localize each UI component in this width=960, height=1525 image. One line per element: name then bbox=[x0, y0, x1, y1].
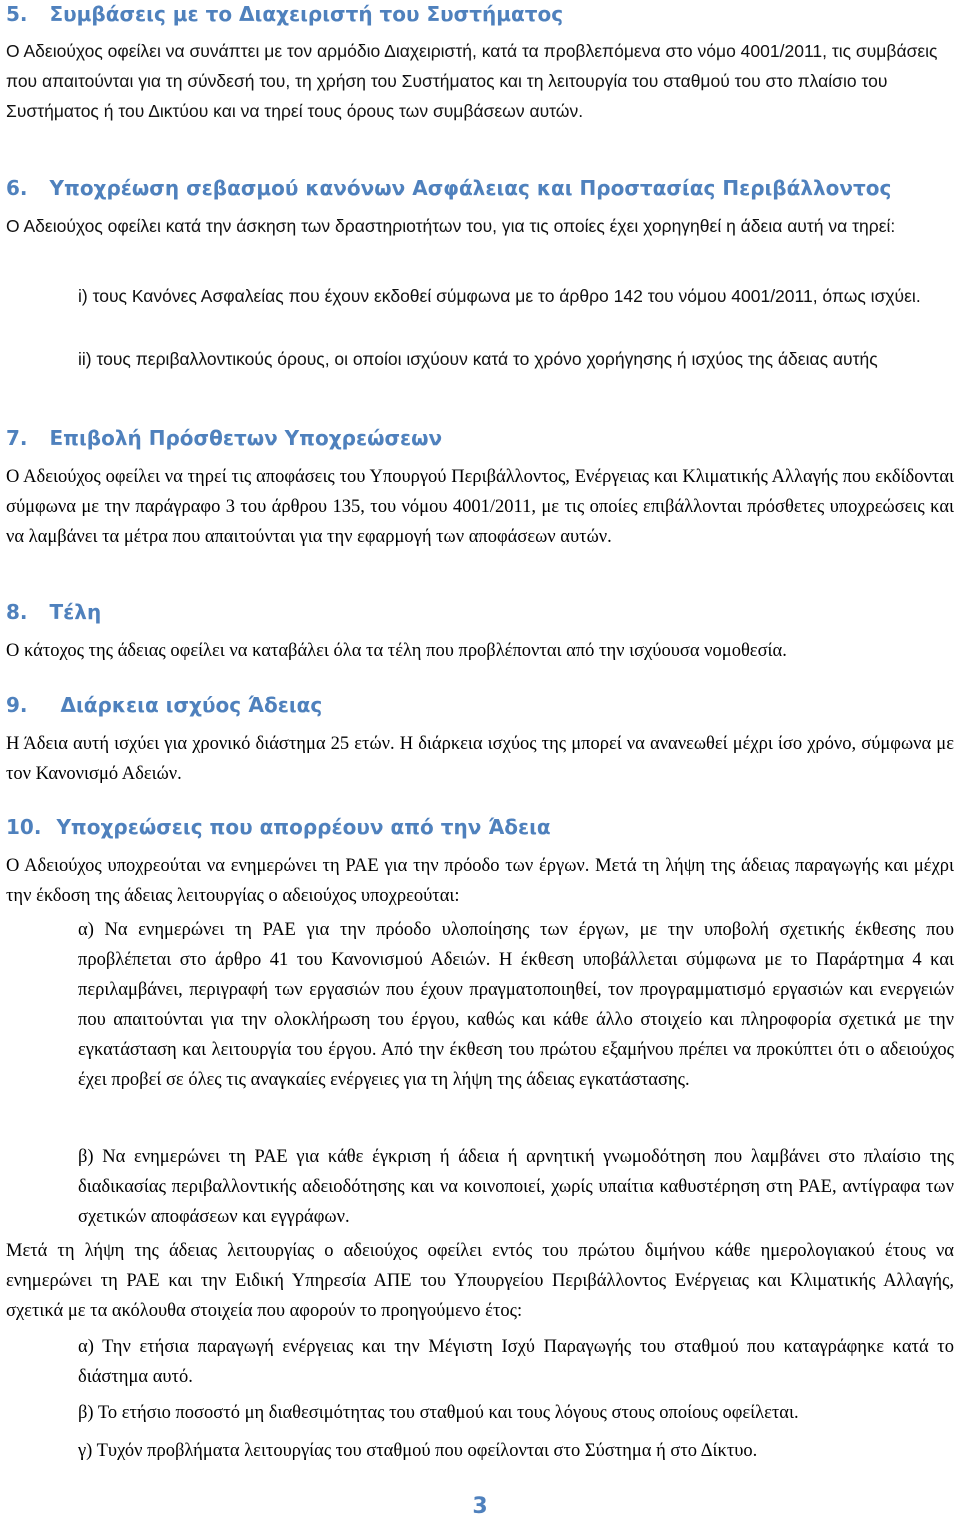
section-10-item-a: α) Να ενημερώνει τη ΡΑΕ για την πρόοδο υλοποίησης των έργων, με την υποβολή σχετικής έκθεσης που προβλέπεται στο άρθρο 41 του Κανονισμού Αδειών. Η έκθεση υποβάλλεται σύμφωνα με το Παράρτημα 4 και περιλαμβάνει, περιγραφή των εργασιών που έχουν πραγματοποιηθεί, τον προγραμματισμό εργασιών και ενεργειών που απαιτούνται για την ολοκλήρωση του έργου, καθώς και κάθε άλλο στοιχείο και πληροφορία σχετικά με την εγκατάσταση και λειτουργία του έργου. Από την έκθεση του πρώτου εξαμήνου πρέπει να προκύπτει ότι ο αδειούχος έχει προβεί σε όλες τις αναγκαίες ενέργειες για τη λήψη της άδειας εγκατάστασης. bbox=[78, 920, 954, 1090]
section-10-body: Ο Αδειούχος υποχρεούται να ενημερώνει τη ΡΑΕ για την πρόοδο των έργων. Μετά τη λήψη της άδειας παραγωγής και μέχρι την έκδοση της άδειας λειτουργίας ο αδειούχος υποχρεούται: bbox=[6, 856, 954, 906]
section-6-body: Ο Αδειούχος οφείλει κατά την άσκηση των δραστηριοτήτων του, για τις οποίες έχει χορηγηθεί η άδεια αυτή να τηρεί: bbox=[6, 216, 896, 236]
section-9-title: Διάρκεια ισχύος Άδειας bbox=[60, 693, 323, 717]
section-6-item-i: i) τους Κανόνες Ασφαλείας που έχουν εκδοθεί σύμφωνα με το άρθρο 142 του νόμου 4001/2011, όπως ισχύει. bbox=[78, 286, 921, 306]
section-7-body: Ο Αδειούχος οφείλει να τηρεί τις αποφάσεις του Υπουργού Περιβάλλοντος, Ενέργειας και Κλιματικής Αλλαγής που εκδίδονται σύμφωνα με την παράγραφο 3 του άρθρου 135, του νόμου 4001/2011, με τις οποίες επιβάλλονται πρόσθετες υποχρεώσεις και να λαμβάνει τα μέτρα που απαιτούνται για την εφαρμογή των αποφάσεων αυτών. bbox=[6, 467, 954, 547]
section-5-heading bbox=[6, 2, 563, 26]
section-9-heading bbox=[6, 693, 322, 717]
section-5-number: 5. bbox=[6, 2, 28, 26]
section-10-item2-c: γ) Τυχόν προβλήματα λειτουργίας του σταθμού που οφείλονται στο Σύστημα ή στο Δίκτυο. bbox=[78, 1441, 758, 1461]
section-8-number: 8. bbox=[6, 600, 28, 624]
section-5-body: Ο Αδειούχος οφείλει να συνάπτει με τον αρμόδιο Διαχειριστή, κατά τα προβλεπόμενα στο νόμο 4001/2011, τις συμβάσεις που απαιτούνται για τη σύνδεσή του, τη χρήση του Συστήματος και τη λειτουργία του σταθμού του στο πλαίσιο του Συστήματος ή του Δικτύου και να τηρεί τους όρους των συμβάσεων αυτών. bbox=[6, 41, 938, 121]
section-5-title: Συμβάσεις με το Διαχειριστή του Συστήματος bbox=[49, 2, 564, 26]
section-9-number: 9. bbox=[6, 693, 28, 717]
section-10-item2-a: α) Την ετήσια παραγωγή ενέργειας και την Μέγιστη Ισχύ Παραγωγής του σταθμού που καταγράφηκε κατά το διάστημα αυτό. bbox=[78, 1337, 954, 1387]
section-10-body-2: Μετά τη λήψη της άδειας λειτουργίας ο αδειούχος οφείλει εντός του πρώτου διμήνου κάθε ημερολογιακού έτους να ενημερώνει τη ΡΑΕ και την Ειδική Υπηρεσία ΑΠΕ του Υπουργείου Περιβάλλοντος Ενέργειας και Κλιματικής Αλλαγής, σχετικά με τα ακόλουθα στοιχεία που αφορούν το προηγούμενο έτος: bbox=[6, 1241, 954, 1321]
section-7-heading bbox=[6, 426, 442, 450]
section-8-heading bbox=[6, 600, 101, 624]
section-6-item-ii: ii) τους περιβαλλοντικούς όρους, οι οποίοι ισχύουν κατά το χρόνο χορήγησης ή ισχύος της άδειας αυτής bbox=[78, 349, 878, 369]
section-7-number: 7. bbox=[6, 426, 28, 450]
section-7-title: Επιβολή Πρόσθετων Υποχρεώσεων bbox=[49, 426, 443, 450]
section-6-heading bbox=[6, 176, 891, 200]
section-10-item-b: β) Να ενημερώνει τη ΡΑΕ για κάθε έγκριση ή άδεια ή αρνητική γνωμοδότηση που λαμβάνει στο πλαίσιο της διαδικασίας περιβαλλοντικής αδειοδότησης και να κοινοποιεί, χωρίς υπαίτια καθυστέρηση στη ΡΑΕ, αντίγραφα των σχετικών αποφάσεων και εγγράφων. bbox=[78, 1147, 954, 1227]
section-10-heading bbox=[6, 815, 551, 839]
section-10-title: Υποχρεώσεις που απορρέουν από την Άδεια bbox=[56, 815, 551, 839]
section-9-body: Η Άδεια αυτή ισχύει για χρονικό διάστημα 25 ετών. Η διάρκεια ισχύος της μπορεί να ανανεωθεί μέχρι ίσο χρόνο, σύμφωνα με τον Κανονισμό Αδειών. bbox=[6, 734, 954, 784]
page-number: 3 bbox=[472, 1494, 488, 1519]
section-6-title: Υποχρέωση σεβασμού κανόνων Ασφάλειας και Προστασίας Περιβάλλοντος bbox=[49, 176, 892, 200]
section-10-item2-b: β) Το ετήσιο ποσοστό μη διαθεσιμότητας του σταθμού και τους λόγους στους οποίους οφείλεται. bbox=[78, 1403, 799, 1423]
section-8-title: Τέλη bbox=[49, 600, 102, 624]
section-8-body: Ο κάτοχος της άδειας οφείλει να καταβάλει όλα τα τέλη που προβλέπονται από την ισχύουσα νομοθεσία. bbox=[6, 641, 787, 661]
section-6-number: 6. bbox=[6, 176, 28, 200]
section-10-number: 10. bbox=[6, 815, 42, 839]
